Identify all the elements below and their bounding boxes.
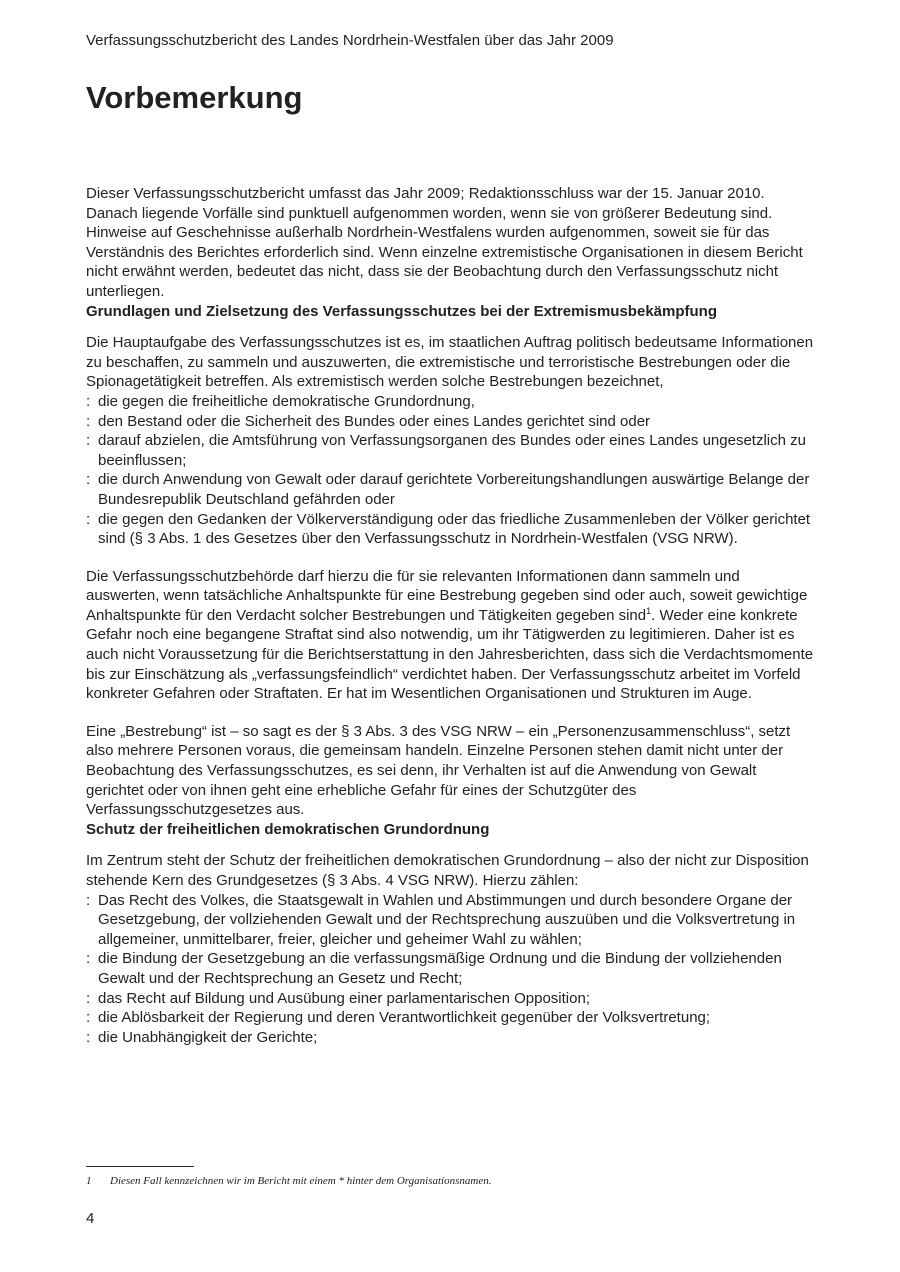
section1-paragraph-2: Die Verfassungsschutzbehörde darf hierzu die für sie relevanten Informationen dann sammeln und auswerten, wenn tatsächliche Anhaltspunkte für eine Bestrebung gegeben sind oder auch, soweit gewichtige Anhaltspunkte für den Verdacht solcher Bestrebungen und Tätigkeiten gegeben sind$^1$. Weder eine konkrete Gefahr noch eine begangene Straftat sind also notwendig, um ihr Tätigwerden zu legitimieren. Daher ist es auch nicht Voraussetzung für die Berichtserstattung in den Jahresberichten, dass sich die Verdachtsmomente bis zur Einschätzung als „verfassungsfeindlich“ verdichtet haben. Der Verfassungsschutz arbeitet im Vorfeld konkreter Gefahren oder Straftaten. Er hat im Wesentlichen Organisationen und Strukturen im Auge. xyxy=(86,567,814,703)
list-item: : Das Recht des Volkes, die Staatsgewalt in Wahlen und Abstimmungen und durch besondere Organe der Gesetzgebung, der vollziehenden Gewalt und der Rechtsprechung auszuüben und die Volksvertretung in allgemeiner, unmittelbarer, freier, gleicher und geheimer Wahl zu wählen; xyxy=(86,891,796,948)
section1-paragraph-1: Die Hauptaufgabe des Verfassungsschutzes ist es, im staatlichen Auftrag politisch bedeutsame Informationen zu beschaffen, zu sammeln und auszuwerten, die extremistische und terroristische Bestrebungen oder die Spionagetätigkeit betreffen. Als extremistisch werden solche Bestrebungen bezeichnet, xyxy=(86,334,814,391)
footnote-number: 1 xyxy=(86,1175,92,1187)
list-item: : die Unabhängigkeit der Gerichte; xyxy=(86,1028,318,1046)
bullet-colon: : xyxy=(86,412,91,430)
section-heading-schutz: Schutz der freiheitlichen demokratischen Grundordnung xyxy=(86,820,490,838)
section2-paragraph-1: Im Zentrum steht der Schutz der freiheitlichen demokratischen Grundordnung – also der nicht zur Disposition stehende Kern des Grundgesetzes (§ 3 Abs. 4 VSG NRW). Hierzu zählen: xyxy=(86,852,809,889)
list-item: : die Bindung der Gesetzgebung an die verfassungsmäßige Ordnung und die Bindung der vollziehenden Gewalt und der Rechtsprechung an Gesetz und Recht; xyxy=(86,950,782,987)
bullet-colon: : xyxy=(86,471,91,489)
bullet-colon: : xyxy=(86,432,91,450)
footnote-text: Diesen Fall kennzeichnen wir im Bericht mit einem * hinter dem Organisationsnamen. xyxy=(110,1175,492,1187)
page-number: 4 xyxy=(86,1210,95,1227)
list-item: : das Recht auf Bildung und Ausübung einer parlamentarischen Opposition; xyxy=(86,989,590,1007)
bullet-colon: : xyxy=(86,891,91,909)
bullet-colon: : xyxy=(86,950,91,968)
list-item: : die durch Anwendung von Gewalt oder darauf gerichtete Vorbereitungshandlungen auswärtige Belange der Bundesrepublik Deutschland gefährden oder xyxy=(86,471,810,508)
page-title: Vorbemerkung xyxy=(86,80,303,115)
footnote-divider xyxy=(86,1166,194,1167)
extremism-criteria-list xyxy=(86,392,816,549)
section1-paragraph-3: Eine „Bestrebung“ ist – so sagt es der § 3 Abs. 3 des VSG NRW – ein „Personenzusammenschluss“, setzt also mehrere Personen voraus, die gemeinsam handeln. Einzelne Personen stehen damit nicht unter der Beobachtung des Verfassungsschutzes, es sei denn, ihr Verhalten ist auf die Anwendung von Gewalt gerichtet oder von ihnen geht eine erhebliche Gefahr für eines der Schutzgüter des Verfassungsschutzgesetzes aus. xyxy=(86,722,791,819)
grundordnung-list xyxy=(86,891,816,1048)
bullet-colon: : xyxy=(86,1028,91,1046)
list-item: : die gegen die freiheitliche demokratische Grundordnung, xyxy=(86,392,475,410)
body-text xyxy=(86,184,816,1047)
bullet-colon: : xyxy=(86,989,91,1007)
bullet-colon: : xyxy=(86,392,91,410)
intro-paragraph: Dieser Verfassungsschutzbericht umfasst das Jahr 2009; Redaktionsschluss war der 15. Januar 2010. Danach liegende Vorfälle sind punktuell aufgenommen worden, wenn sie von größerer Bedeutung sind. Hinweise auf Geschehnisse außerhalb Nordrhein-Westfalens wurden aufgenommen, soweit sie für das Verständnis des Berichtes erforderlich sind. Wenn einzelne extremistische Organisationen in diesem Bericht nicht erwähnt werden, bedeutet das nicht, dass sie der Beobachtung durch den Verfassungsschutz nicht unterliegen. xyxy=(86,185,803,300)
bullet-colon: : xyxy=(86,1009,91,1027)
list-item: : den Bestand oder die Sicherheit des Bundes oder eines Landes gerichtet sind oder xyxy=(86,412,651,430)
section-heading-grundlagen: Grundlagen und Zielsetzung des Verfassungsschutzes bei der Extremismusbekämpfung xyxy=(86,302,717,320)
bullet-colon: : xyxy=(86,510,91,528)
list-item: : die Ablösbarkeit der Regierung und deren Verantwortlichkeit gegenüber der Volksvertretung; xyxy=(86,1009,711,1027)
footnote xyxy=(86,1174,491,1188)
footnote-reference: 1 xyxy=(646,605,652,616)
running-header: Verfassungsschutzbericht des Landes Nordrhein-Westfalen über das Jahr 2009 xyxy=(86,32,614,49)
list-item: : darauf abzielen, die Amtsführung von Verfassungsorganen des Bundes oder eines Landes ungesetzlich zu beeinflussen; xyxy=(86,432,806,469)
list-item: : die gegen den Gedanken der Völkerverständigung oder das friedliche Zusammenleben der Völker gerichtet sind (§ 3 Abs. 1 des Gesetzes über den Verfassungsschutz in Nordrhein-Westfalen (VSG NRW). xyxy=(86,510,811,548)
